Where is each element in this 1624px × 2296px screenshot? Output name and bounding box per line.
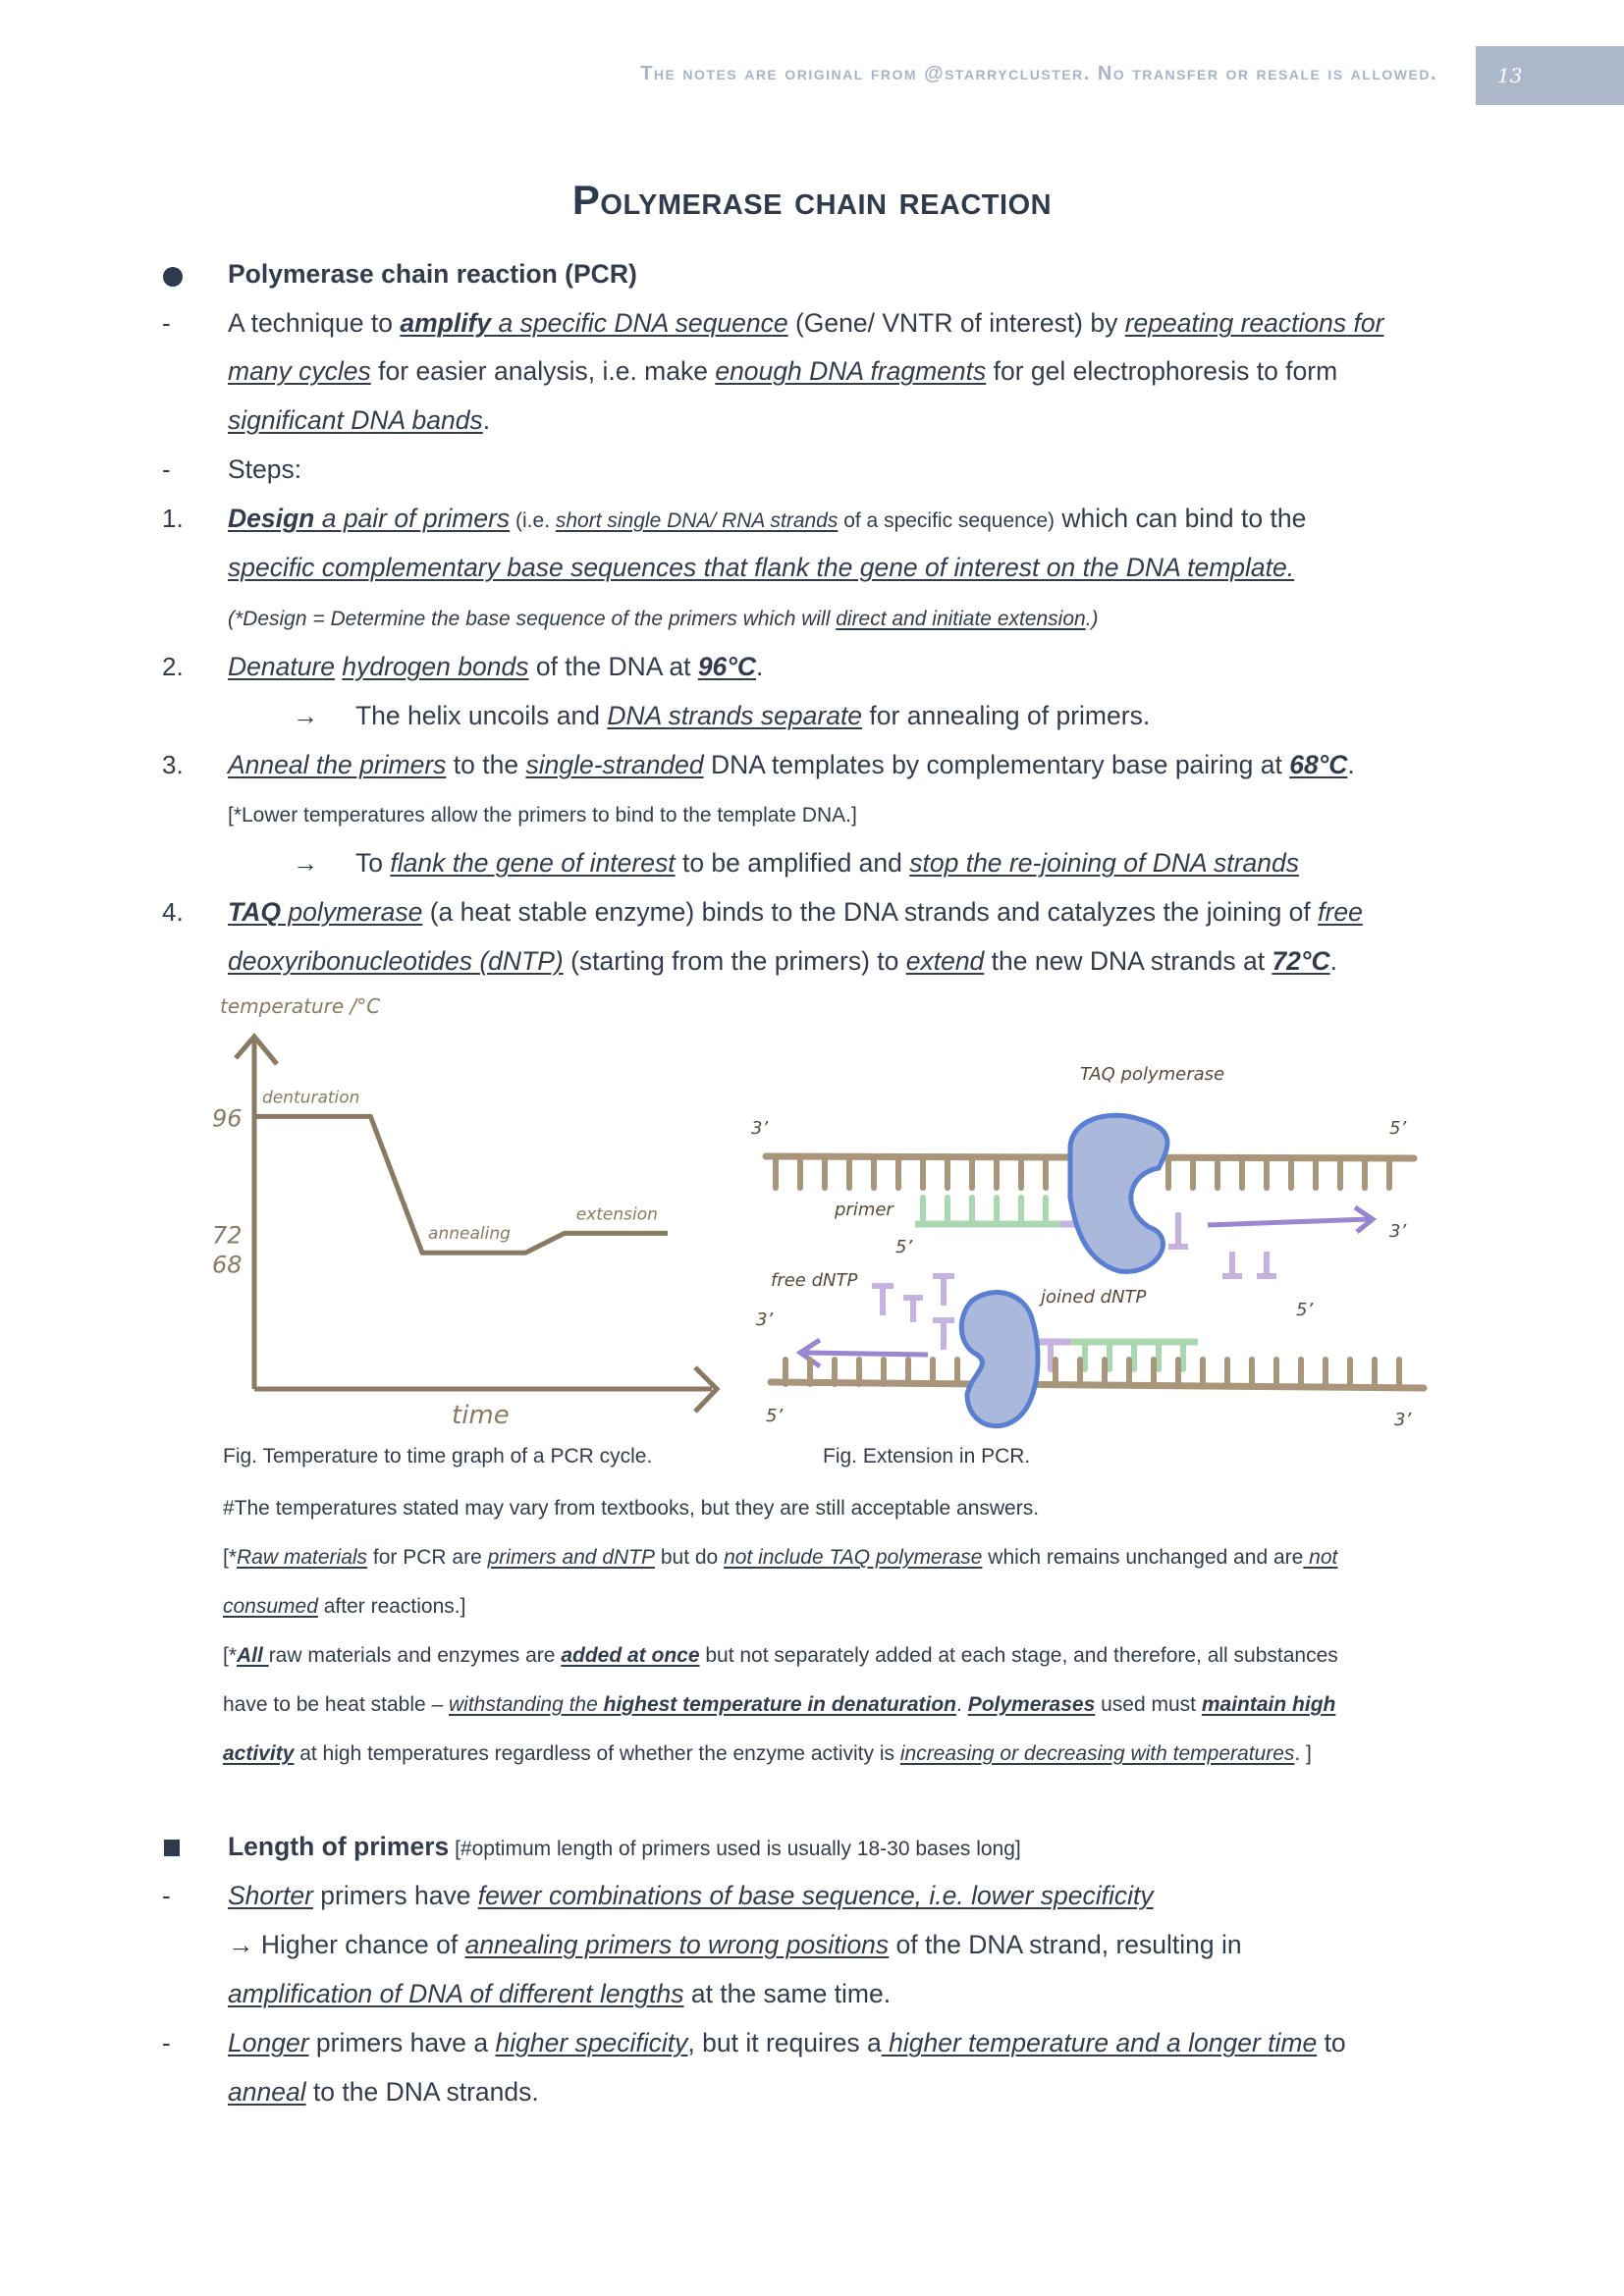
heading-note: [#optimum length of primers used is usually 18-30 bases long] [449,1838,1021,1860]
taq-polymerase-top-icon [1070,1115,1167,1271]
text: for easier analysis, i.e. make [370,356,716,386]
bullet-square-icon [164,1840,180,1856]
extension-arrow-right [1208,1219,1370,1225]
label-5prime-top-right: 5’ [1389,1118,1407,1139]
page-number-box [1476,46,1624,105]
emph-withstanding: withstanding the [449,1693,604,1716]
text: to the DNA strands. [305,2077,539,2107]
text: The helix uncoils and [355,701,608,730]
y-tick-label: 68 [212,1251,243,1279]
bullet-dot-icon [163,267,183,287]
emph-single-stranded: single-stranded [525,750,704,779]
step2-sub [355,699,1150,732]
page-title: Polymerase chain reaction [571,177,1053,223]
emph-increasing-decreasing: increasing or decreasing with temperatures [899,1742,1295,1765]
emph-wrong-positions: annealing primers to wrong positions [464,1930,890,1959]
copyright-notice: The notes are original from @starrycluster. No transfer or resale is allowed. [640,63,1437,84]
dash-marker: - [162,1881,171,1910]
step-number: 2. [162,652,184,681]
step3-line-1 [228,748,1355,781]
emph-taq: TAQ [228,897,281,927]
emph-higher-temp-longer-time: higher temperature and a longer time [881,2028,1318,2057]
emph-not: not [1303,1546,1338,1569]
all-materials-note-2 [223,1688,1335,1722]
text: at the same time. [683,1979,892,2008]
heading-text: Length of primers [228,1832,450,1861]
emph-flank-gene: flank the gene of interest [390,848,676,878]
text: DNA templates by complementary base pairing at [703,750,1290,779]
text: A technique to [228,308,401,338]
emph-free: free [1318,897,1363,927]
step1-line-1 [228,502,1306,538]
all-materials-note-3 [223,1737,1312,1771]
emph-all: All [237,1644,269,1667]
emph-repeating: repeating reactions for [1124,308,1384,338]
step3-sub [355,846,1299,880]
dash-marker: - [162,454,171,484]
emph-dntp: deoxyribonucleotides (dNTP) [228,946,564,976]
step2-line-1 [228,650,763,683]
emph-specific-sequence: a specific DNA sequence [491,308,788,338]
figure-caption-extension: Fig. Extension in PCR. [823,1445,1031,1468]
text: [* [223,1546,238,1569]
text: primers have a [308,2028,496,2057]
step-number: 4. [162,897,184,927]
arrow-right-icon: → [293,848,318,878]
text: for gel electrophoresis to form [986,356,1338,386]
text: (*Design = Determine the base sequence of the primers which will [228,608,837,630]
label-3prime-mid-right: 3’ [1389,1221,1407,1242]
arrow-right-icon: → [228,1930,254,1959]
emph-raw-materials: Raw materials [237,1546,368,1569]
text: of a specific sequence) [838,509,1055,532]
label-3prime-lower-left: 3’ [756,1309,774,1330]
temperature-time-chart [206,989,736,1431]
emph-consumed: consumed [223,1595,318,1618]
text: To [355,848,391,878]
label-taq-polymerase: TAQ polymerase [1080,1064,1225,1085]
step-number: 3. [162,750,184,779]
text: . ] [1294,1742,1312,1765]
definition-line-1 [228,306,1383,340]
emph-polymerase: polymerase [280,897,423,927]
taq-polymerase-bottom-icon [961,1293,1038,1426]
emph-strands-separate: DNA strands separate [607,701,863,730]
temp-68: 68°C [1289,750,1348,779]
text: the new DNA strands at [984,946,1272,976]
emph-many-cycles: many cycles [228,356,371,386]
emph-activity: activity [223,1742,295,1765]
text: . [956,1693,968,1716]
text: . [1347,750,1355,779]
extension-diagram [746,1050,1434,1433]
emph-higher-specificity: higher specificity [495,2028,688,2057]
chart-annotation: annealing [428,1224,511,1245]
emph-design: Design [228,504,315,533]
text: .) [1085,608,1099,630]
emph-stop-rejoining: stop the re-joining of DNA strands [909,848,1299,878]
emph-hydrogen-bonds: hydrogen bonds [342,652,529,681]
longer-primers-line-2 [228,2075,539,2109]
emph-denature: Denature [228,652,336,681]
y-tick-label: 72 [212,1221,243,1250]
text: but do [655,1546,725,1569]
temp-72: 72°C [1272,946,1330,976]
text: to be amplified and [675,848,910,878]
text: Higher chance of [253,1930,465,1959]
chart-annotation: extension [575,1204,658,1225]
text: to [1317,2028,1346,2057]
section-heading-primer-length [228,1830,1021,1866]
label-3prime-bottom-right: 3’ [1394,1410,1412,1430]
step1-line-2 [228,551,1294,584]
text: (i.e. [510,509,556,532]
free-dntp-icons [872,1212,1276,1350]
primer-bases-top [923,1198,1046,1224]
text: have to be heat stable – [223,1693,450,1716]
text: of the DNA at [528,652,698,681]
text: for annealing of primers. [862,701,1151,730]
label-primer: primer [835,1200,893,1220]
dash-marker: - [162,2028,171,2057]
y-tick-label: 96 [212,1104,243,1133]
text: primers have [312,1881,478,1910]
all-materials-note-1 [223,1639,1338,1673]
text: for PCR are [367,1546,488,1569]
definition-line-2 [228,354,1337,388]
temp-96: 96°C [697,652,757,681]
steps-label: Steps: [228,454,302,484]
extension-arrow-left [805,1353,928,1355]
emph-longer: Longer [228,2028,309,2057]
section-heading-pcr: Polymerase chain reaction (PCR) [228,259,637,289]
text: but not separately added at each stage, and therefore, all substances [699,1644,1338,1667]
text: (a heat stable enzyme) binds to the DNA strands and catalyzes the joining of [422,897,1319,927]
emph-not-taq: not include TAQ polymerase [724,1546,983,1569]
text: which remains unchanged and are [982,1546,1304,1569]
shorter-primers-line-2 [228,1928,1242,1961]
definition-line-3 [228,403,490,437]
emph-added-at-once: added at once [561,1644,700,1667]
label-5prime-primer: 5’ [895,1237,913,1257]
text: [* [223,1644,238,1667]
emph-primers-dntp: primers and dNTP [487,1546,655,1569]
emph-anneal: anneal [228,2077,306,2107]
emph-enough-fragments: enough DNA fragments [715,356,987,386]
step-number: 1. [162,504,184,533]
emph-extend: extend [905,946,985,976]
label-free-dntp: free dNTP [771,1270,858,1291]
text: . [756,652,764,681]
shorter-primers-line-1 [228,1879,1154,1912]
step4-line-2 [228,944,1337,978]
text: after reactions.] [317,1595,466,1618]
emph-fewer-combinations: fewer combinations of base sequence, i.e. lower specificity [477,1881,1154,1910]
temperature-note: #The temperatures stated may vary from textbooks, but they are still acceptable answers. [223,1497,1040,1520]
dash-marker: - [162,308,171,338]
text: used must [1095,1693,1202,1716]
shorter-primers-line-3 [228,1977,891,2010]
raw-materials-note-1 [223,1541,1337,1575]
text: (Gene/ VNTR of interest) by [787,308,1125,338]
chart-annotation: denturation [262,1088,360,1108]
label-joined-dntp: joined dNTP [1041,1287,1147,1308]
emph-highest-temp: highest temperature in denaturation [603,1693,957,1716]
step1-note [228,603,1099,636]
page-number: 13 [1497,64,1523,87]
emph-anneal: Anneal the primers [228,750,447,779]
emph-shorter: Shorter [228,1881,313,1910]
y-axis-label: temperature /°C [220,994,381,1018]
emph-short-strands: short single DNA/ RNA strands [555,509,839,532]
text: (starting from the primers) to [563,946,906,976]
text: , but it requires a [687,2028,882,2057]
text: . [482,405,491,435]
step4-line-1 [228,895,1363,929]
emph-significant-bands: significant DNA bands [228,405,483,435]
emph-pair-primers: a pair of primers [314,504,511,533]
text: at high temperatures regardless of whether the enzyme activity is [294,1742,900,1765]
label-5prime-bottom-left: 5’ [766,1406,784,1426]
emph-complementary-sequences: specific complementary base sequences that flank the gene of interest on the DNA template. [228,553,1295,582]
label-5prime-lower-right: 5’ [1296,1300,1314,1320]
longer-primers-line-1 [228,2026,1346,2059]
x-axis-label: time [452,1401,510,1430]
emph-different-lengths: amplification of DNA of different lengths [228,1979,684,2008]
text: . [1329,946,1338,976]
figure-caption-graph: Fig. Temperature to time graph of a PCR cycle. [223,1445,653,1468]
text: raw materials and enzymes are [268,1644,562,1667]
raw-materials-note-2 [223,1590,465,1624]
emph-amplify: amplify [400,308,492,338]
text: of the DNA strand, resulting in [889,1930,1242,1959]
emph-direct-initiate: direct and initiate extension [836,608,1086,630]
label-3prime-top-left: 3’ [751,1118,769,1139]
text: which can bind to the [1055,504,1307,533]
arrow-right-icon: → [293,701,318,730]
emph-polymerases: Polymerases [967,1693,1096,1716]
emph-maintain-high: maintain high [1201,1693,1336,1716]
text: to the [446,750,526,779]
step3-note: [*Lower temperatures allow the primers to bind to the template DNA.] [228,804,857,827]
